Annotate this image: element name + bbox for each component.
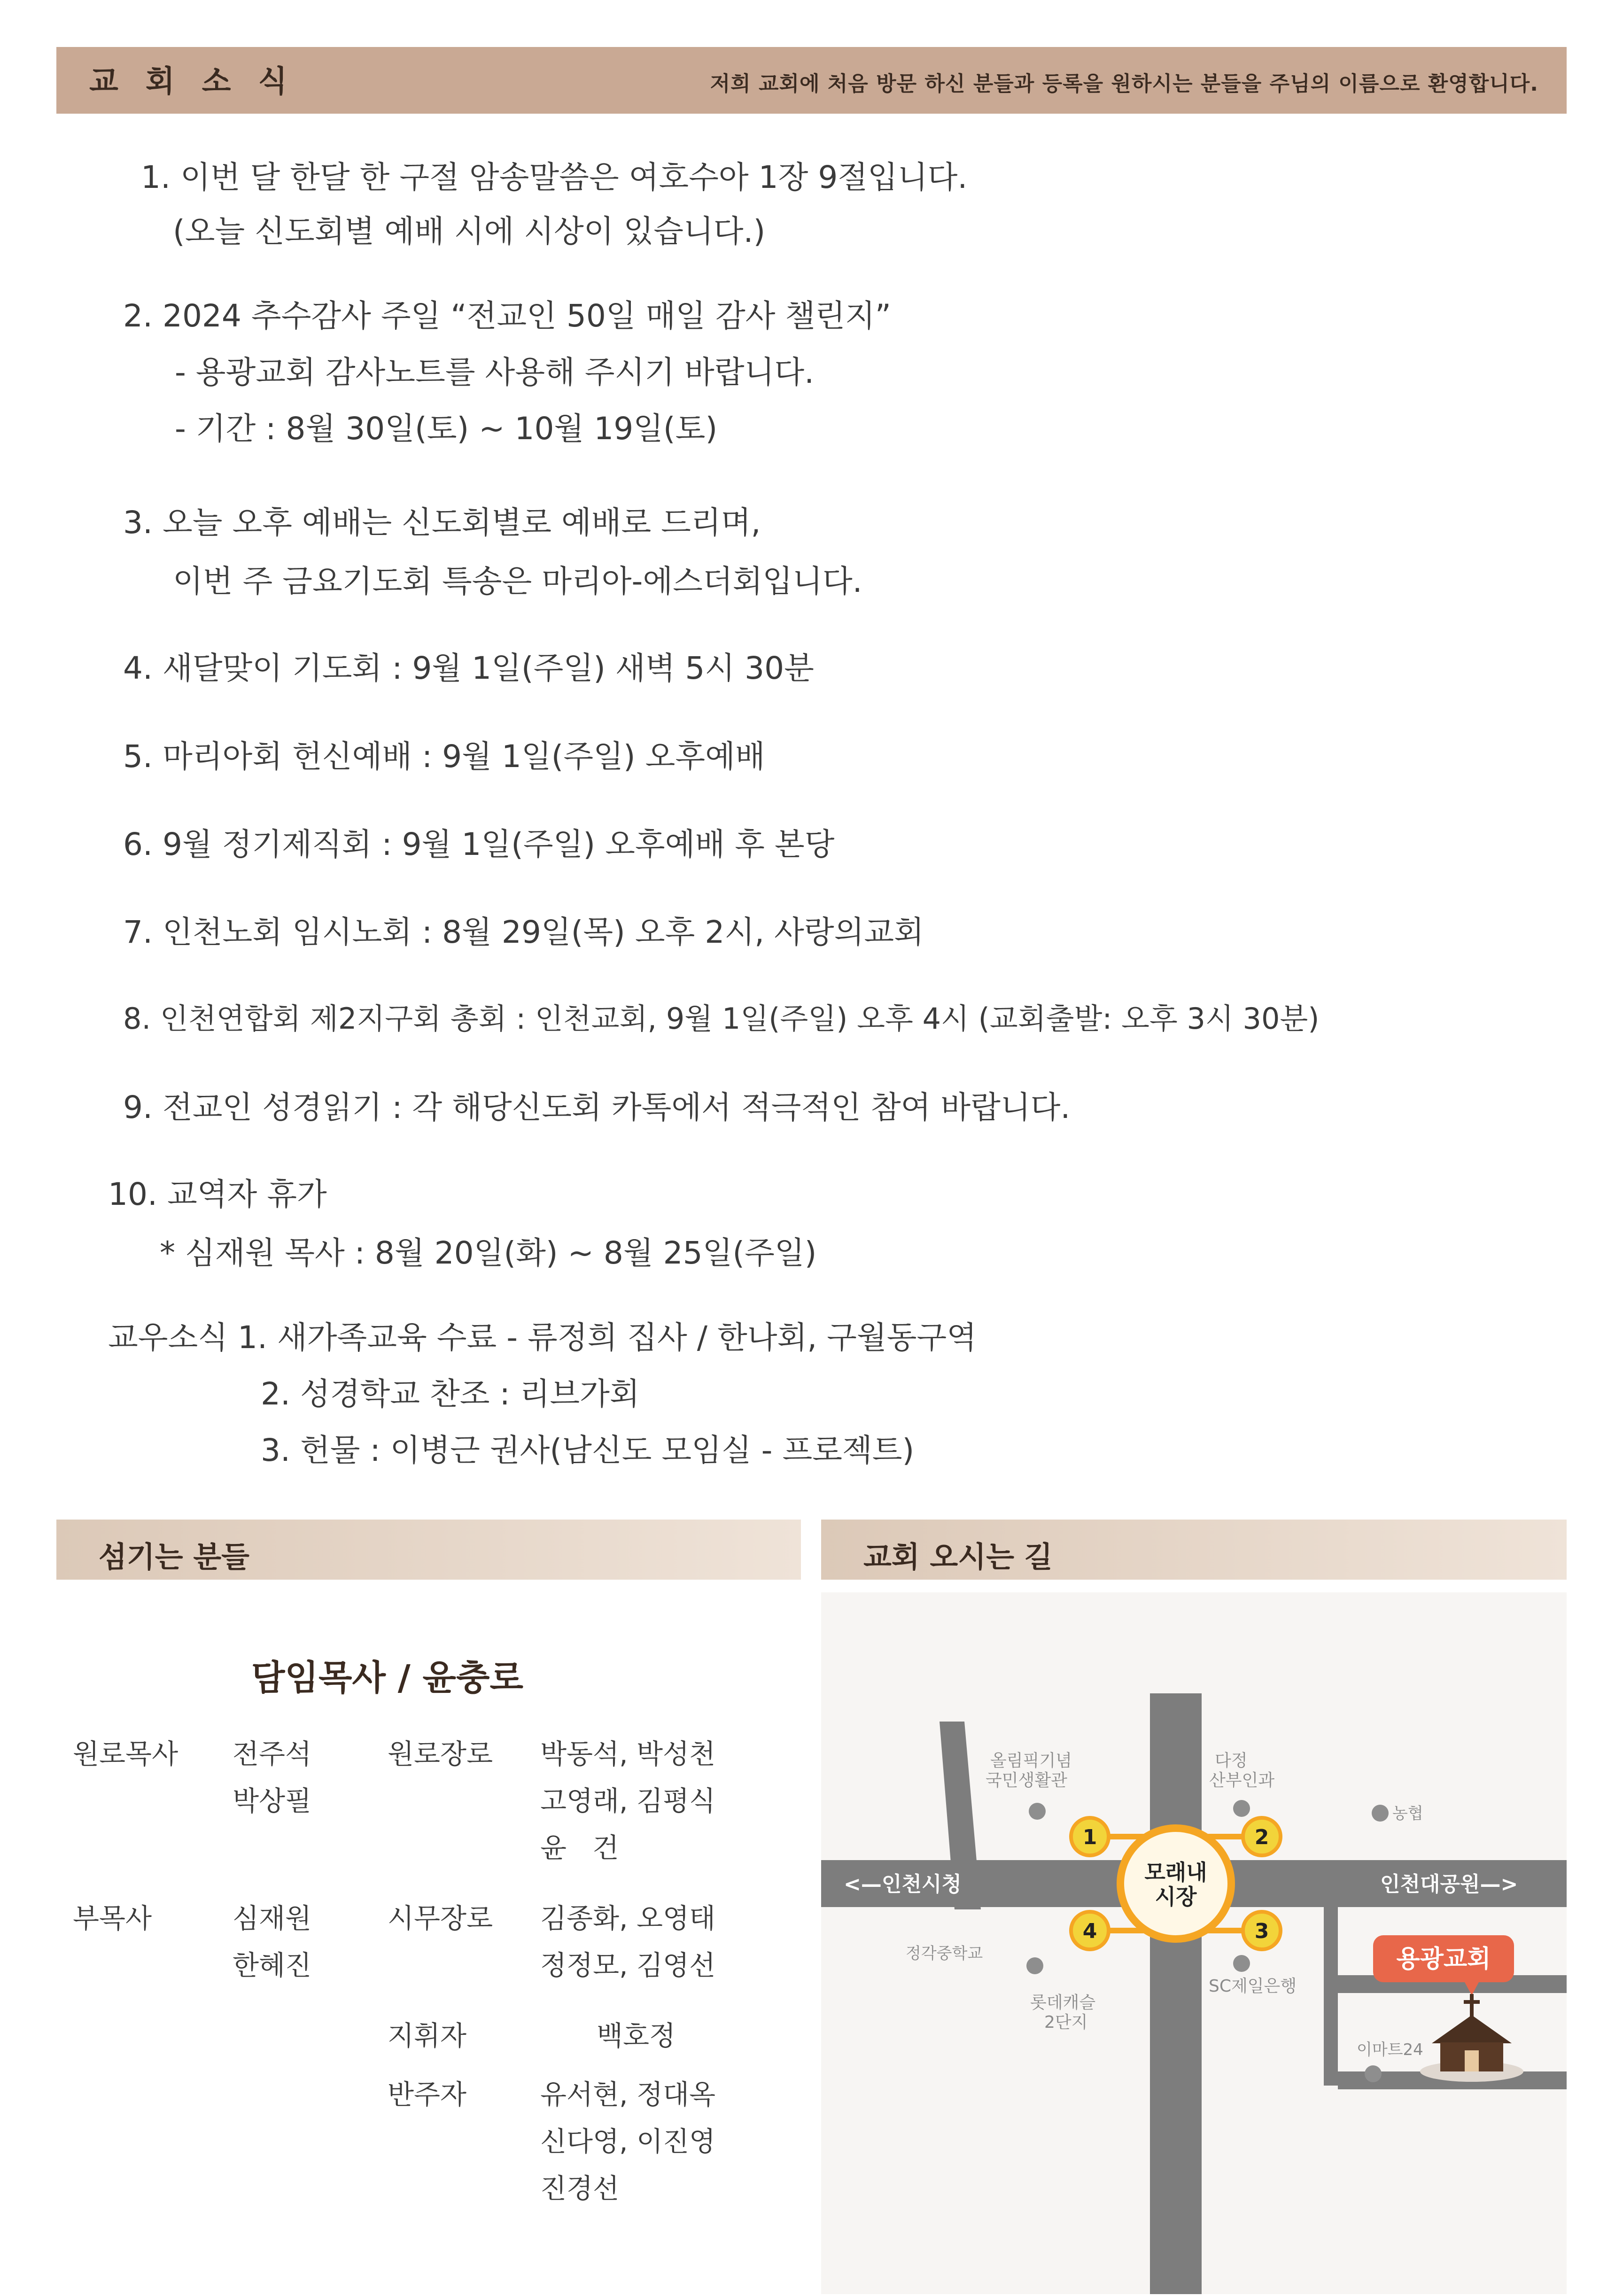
jeonggak-dot	[1026, 1957, 1043, 1974]
assoc-pastor-2: 한혜진	[233, 1949, 312, 1981]
notice-2: 2. 2024 추수감사 주일 “전교인 50일 매일 감사 챌린지”	[123, 298, 891, 334]
dajeong-dot	[1233, 1800, 1250, 1817]
active-elder-label: 시무장로	[388, 1902, 493, 1934]
elder-pastor-label: 원로목사	[73, 1738, 179, 1770]
elders-1: 박동석, 박성천	[540, 1738, 716, 1770]
notice-4: 4. 새달맞이 기도회 : 9월 1일(주일) 새벽 5시 30분	[123, 650, 814, 686]
nonghyup-dot	[1372, 1805, 1389, 1822]
directions-section-bar	[821, 1520, 1567, 1580]
notice-9: 9. 전교인 성경읽기 : 각 해당신도회 카톡에서 적극적인 참여 바랍니다.	[123, 1089, 1071, 1125]
accompanists-3: 진경선	[540, 2172, 620, 2204]
news-title: 교회소식	[89, 64, 315, 99]
conductor-label: 지휘자	[388, 2020, 467, 2052]
notice-5: 5. 마리아회 헌신예배 : 9월 1일(주일) 오후예배	[123, 738, 765, 775]
sc-label: SC제일은행	[1209, 1977, 1297, 1996]
elders-3: 윤 건	[540, 1832, 619, 1864]
center-label-2: 시장	[1155, 1884, 1197, 1909]
exit-3-label: 3	[1254, 1919, 1269, 1943]
road-center-vertical	[1150, 1693, 1202, 2294]
sc-dot	[1233, 1955, 1250, 1972]
staff-section-title: 섬기는 분들	[99, 1540, 250, 1574]
accompanists-2: 신다영, 이진영	[540, 2125, 716, 2157]
notice-8: 8. 인천연합회 제2지구회 총회 : 인천교회, 9월 1일(주일) 오후 4시 (교회출발: 오후 3시 30분)	[123, 1001, 1320, 1036]
assoc-pastor-1: 심재원	[233, 1902, 312, 1934]
notice-2-detail-2: - 기간 : 8월 30일(토) ~ 10월 19일(토)	[175, 411, 718, 447]
center-label-1: 모래내	[1144, 1860, 1207, 1885]
member-news-3: 3. 헌물 : 이병근 권사(남신도 모임실 - 프로젝트)	[261, 1432, 915, 1468]
news-header-bar	[56, 47, 1567, 114]
accompanist-label: 반주자	[388, 2079, 467, 2110]
notice-1-detail: (오늘 신도회별 예배 시에 시상이 있습니다.)	[173, 213, 766, 249]
assoc-pastor-label: 부목사	[73, 1902, 152, 1934]
directions-section-title: 교회 오시는 길	[863, 1540, 1053, 1574]
notice-2-detail-1: - 용광교회 감사노트를 사용해 주시기 바랍니다.	[175, 354, 815, 390]
road-right-vertical	[1324, 1907, 1338, 2086]
active-elders-2: 정정모, 김영선	[540, 1949, 716, 1981]
welcome-message: 저희 교회에 처음 방문 하신 분들과 등록을 원하시는 분들을 주님의 이름으로 환영합니다.	[710, 72, 1538, 96]
exit-1-label: 1	[1082, 1825, 1097, 1849]
lotte-label-1: 롯데캐슬	[1030, 1993, 1096, 2012]
exit-2-label: 2	[1254, 1825, 1269, 1849]
active-elders-1: 김종화, 오영태	[540, 1902, 716, 1934]
dajeong-label-2: 산부인과	[1209, 1771, 1275, 1790]
dajeong-label-1: 다정	[1215, 1751, 1248, 1770]
elder-label: 원로장로	[388, 1738, 493, 1770]
left-road-label: <—인천시청	[844, 1872, 962, 1896]
notice-10-detail: * 심재원 목사 : 8월 20일(화) ~ 8월 25일(주일)	[160, 1235, 817, 1271]
lotte-label-2: 2단지	[1044, 2013, 1088, 2032]
directions-map	[821, 1592, 1567, 2294]
member-news-1: 교우소식 1. 새가족교육 수료 - 류정희 집사 / 한나회, 구월동구역	[108, 1319, 977, 1356]
elder-pastor-2: 박상필	[233, 1785, 312, 1817]
emart-dot	[1365, 2065, 1382, 2082]
exit-4-label: 4	[1082, 1919, 1097, 1943]
olympic-label-2: 국민생활관	[986, 1771, 1067, 1790]
notice-7: 7. 인천노회 임시노회 : 8월 29일(목) 오후 2시, 사랑의교회	[123, 914, 924, 950]
accompanists-1: 유서현, 정대옥	[540, 2079, 716, 2110]
notice-1: 1. 이번 달 한달 한 구절 암송말씀은 여호수아 1장 9절입니다.	[141, 159, 968, 195]
right-road-label: 인천대공원—>	[1380, 1872, 1518, 1896]
notice-3-detail: 이번 주 금요기도회 특송은 마리아-에스더회입니다.	[173, 563, 862, 599]
member-news-2: 2. 성경학교 찬조 : 리브가회	[261, 1376, 640, 1412]
notice-3: 3. 오늘 오후 예배는 신도회별로 예배로 드리며,	[123, 504, 761, 541]
map-svg	[821, 1592, 1567, 2294]
senior-pastor: 담임목사 / 윤충로	[251, 1658, 523, 1698]
church-label: 용광교회	[1396, 1945, 1491, 1973]
nonghyup-label: 농협	[1392, 1804, 1423, 1823]
notice-10: 10. 교역자 휴가	[108, 1176, 327, 1212]
elders-2: 고영래, 김평식	[540, 1785, 716, 1817]
olympic-label-1: 올림픽기념	[990, 1751, 1072, 1770]
staff-section-bar	[56, 1520, 801, 1580]
notice-6: 6. 9월 정기제직회 : 9월 1일(주일) 오후예배 후 본당	[123, 826, 835, 862]
emart-label: 이마트24	[1357, 2040, 1423, 2059]
elder-pastor-1: 전주석	[233, 1738, 312, 1770]
jeonggak-label: 정각중학교	[906, 1944, 983, 1963]
conductor: 백호정	[597, 2020, 676, 2052]
olympic-dot	[1029, 1803, 1046, 1820]
